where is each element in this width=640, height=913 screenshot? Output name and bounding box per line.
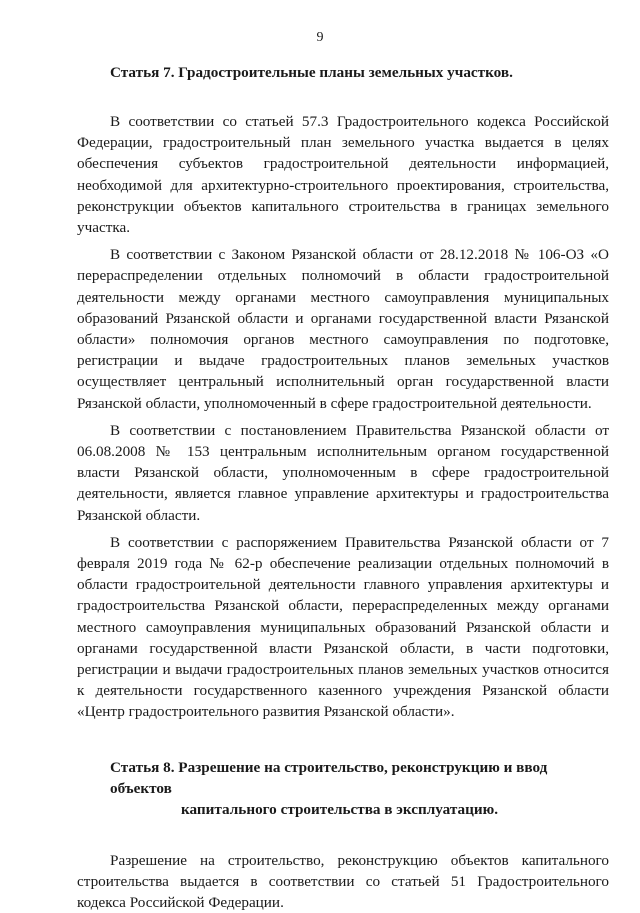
- article-7-paragraph-2: В соответствии с Законом Рязанской области от 28.12.2018 № 106-ОЗ «О перераспределении отдельных полномочий в области градостроительной деятельности между органами местного самоуправления муниципальных образований Рязанской области и органами государственной власти Рязанской области» полномочия органов местного самоуправления по подготовке, регистрации и выдаче градостроительных планов земельных участков осуществляет центральный исполнительный орган государственной власти Рязанской области, уполномоченный в сфере градостроительной деятельности.: [77, 246, 609, 412]
- article-8-heading-line-2: капитального строительства в эксплуатацию.: [180, 800, 498, 818]
- article-7-heading: Статья 7. Градостроительные планы земельных участков.: [110, 64, 513, 81]
- article-7-paragraph-1: В соответствии со статьей 57.3 Градостроительного кодекса Российской Федерации, градостроительный план земельного участка выдается в целях обеспечения субъектов градостроительной деятельности информацией, необходимой для архитектурно-строительного проектирования, строительства, реконструкции объектов капитального строительства в границах земельного участка.: [77, 113, 609, 237]
- article-7-paragraph-3: В соответствии с постановлением Правительства Рязанской области от 06.08.2008 № 153 центральным исполнительным органом государственной власти Рязанской области, уполномоченным в сфере градостроительной деятельности, является главное управление архитектуры и градостроительства Рязанской области.: [77, 421, 609, 524]
- article-8-heading: [77, 757, 609, 820]
- article-8-heading-line-1: Статья 8. Разрешение на строительство, реконструкцию и ввод объектов: [110, 758, 548, 797]
- article-8-paragraph-1: Разрешение на строительство, реконструкцию объектов капитального строительства выдается в соответствии со статьей 51 Градостроительного кодекса Российской Федерации.: [77, 851, 609, 912]
- document-body: [77, 58, 609, 913]
- page-number: 9: [316, 30, 324, 45]
- article-7-paragraph-4: В соответствии с распоряжением Правительства Рязанской области от 7 февраля 2019 года № 62-р обеспечение реализации отдельных полномочий в области градостроительной деятельности главного управления архитектуры и градостроительства Рязанской области, перераспределенных между органами местного самоуправления муниципальных образований Рязанской области и органами государственной власти Рязанской области, в части подготовки, регистрации и выдачи градостроительных планов земельных участков относится к деятельности государственного казенного учреждения Рязанской области «Центр градостроительного развития Рязанской области».: [77, 533, 609, 721]
